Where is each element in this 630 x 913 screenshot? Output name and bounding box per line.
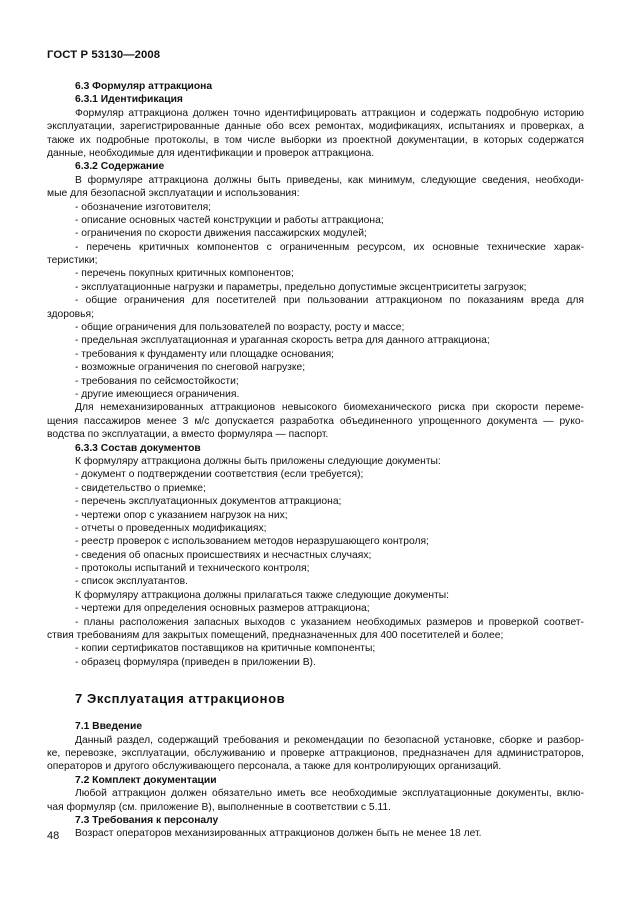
text-line: - свидетельство о приемке;: [75, 482, 206, 494]
text-line: - копии сертификатов поставщиков на критичные компоненты;: [75, 643, 376, 655]
text-line: - перечень эксплуатационных документов аттракциона;: [75, 496, 342, 508]
page-number: 48: [47, 830, 60, 842]
text-line: - протоколы испытаний и технического контроля;: [75, 563, 310, 575]
text-line: Формуляр аттракциона должен точно идентифицировать аттракцион и содержать подробную историю: [75, 107, 584, 119]
text-line: - отчеты о проведенных модификациях;: [75, 522, 267, 534]
section-heading: 7 Эксплуатация аттракционов: [75, 691, 286, 707]
text-line: - требования к фундаменту или площадке основания;: [75, 348, 335, 360]
text-line: теристики;: [47, 255, 98, 267]
text-line: операторов и другого обслуживающего персонала, а также для контролирующих организаций.: [47, 761, 502, 773]
subsection-heading: 6.3 Формуляр аттракциона: [75, 81, 213, 92]
text-line: - требования по сейсмостойкости;: [75, 375, 239, 387]
text-line: ке, перевозке, эксплуатации, обслуживанию и проверке аттракционов, предназначен для администраторов,: [47, 747, 584, 759]
text-line: - общие ограничения для пользователей по возрасту, росту и массе;: [75, 322, 405, 334]
text-line: В формуляре аттракциона должны быть приведены, как минимум, следующие сведения, необходи-: [75, 174, 584, 186]
text-line: мые для безопасной эксплуатации и использования:: [47, 188, 300, 200]
text-line: - ограничения по скорости движения пассажирских модулей;: [75, 228, 367, 240]
page-content: [47, 80, 584, 841]
text-line: - возможные ограничения по снеговой нагрузке;: [75, 362, 306, 374]
subsection-heading: 7.1 Введение: [75, 721, 143, 733]
text-line: - документ о подтверждении соответствия (если требуется);: [75, 469, 364, 481]
subsection-heading: 7.3 Требования к персоналу: [75, 814, 219, 826]
text-line: - чертежи для определения основных размеров аттракциона;: [75, 603, 370, 615]
text-line: - образец формуляра (приведен в приложении В).: [75, 656, 316, 668]
text-line: водства по эксплуатации, а вместо формуляра — паспорт.: [47, 429, 329, 441]
text-line: чая формуляр (см. приложение В), выполненные в соответствии с 5.11.: [47, 801, 392, 813]
text-line: щения пассажиров менее 3 м/с допускается разработка объединенного упрощенного документа — руко-: [47, 415, 584, 427]
spacer: [47, 669, 584, 682]
text-line: - перечень критичных компонентов с ограниченным ресурсом, их основные технические харак-: [75, 241, 584, 253]
text-line: - общие ограничения для посетителей при пользовании аттракционом по показаниям вреда для: [75, 295, 584, 307]
text-line: - другие имеющиеся ограничения.: [75, 388, 240, 400]
text-line: здоровья;: [47, 308, 94, 320]
text-line: - реестр проверок с использованием методов неразрушающего контроля;: [75, 536, 429, 548]
text-line: также их подробные протоколы, в том числе выборки из проектной документации, в которых содержатся: [47, 134, 584, 146]
text-line: Любой аттракцион должен обязательно иметь все необходимые эксплуатационные документы, вклю-: [75, 788, 584, 800]
text-line: эксплуатации, зарегистрированные данные обо всех ремонтах, модификациях, испытаниях и проверках, а: [47, 121, 584, 133]
section-6-3-body: [47, 80, 584, 669]
standard-header: ГОСТ Р 53130—2008: [47, 49, 161, 61]
text-line: Данный раздел, содержащий требования и рекомендации по безопасной установке, сборке и разбор-: [75, 734, 584, 746]
text-line: данные, необходимые для идентификации и проверок аттракциона.: [47, 147, 375, 159]
text-line: - перечень покупных критичных компонентов;: [75, 268, 294, 280]
section-7-body: [47, 720, 584, 841]
subsection-heading: 6.3.2 Содержание: [75, 161, 165, 173]
text-line: - сведения об опасных происшествиях и несчастных случаях;: [75, 549, 372, 561]
text-line: - обозначение изготовителя;: [75, 201, 212, 213]
text-line: К формуляру аттракциона должны прилагаться также следующие документы:: [75, 589, 449, 601]
text-line: К формуляру аттракциона должны быть приложены следующие документы:: [75, 455, 441, 467]
text-line: - список эксплуатантов.: [75, 576, 188, 588]
text-line: ствия требованиям для закрытых помещений, предназначенных для 400 посетителей и более;: [47, 630, 504, 642]
text-line: - предельная эксплуатационная и ураганная скорость ветра для данного аттракциона;: [75, 335, 490, 347]
text-line: - чертежи опор с указанием нагрузок на них;: [75, 509, 288, 521]
text-line: - описание основных частей конструкции и работы аттракциона;: [75, 214, 384, 226]
text-line: Возраст операторов механизированных аттракционов должен быть не менее 18 лет.: [75, 828, 482, 840]
text-line: - планы расположения запасных выходов с указанием необходимых размеров и проверкой соответ-: [75, 616, 584, 628]
subsection-heading: 6.3.1 Идентификация: [75, 94, 183, 106]
text-line: - эксплуатационные нагрузки и параметры, предельно допустимые эксцентриситеты загрузок;: [75, 281, 527, 293]
subsection-heading: 7.2 Комплект документации: [75, 774, 217, 786]
subsection-heading: 6.3.3 Состав документов: [75, 442, 201, 454]
text-line: Для немеханизированных аттракционов невысокого биомеханического риска при скорости переме-: [75, 402, 584, 414]
